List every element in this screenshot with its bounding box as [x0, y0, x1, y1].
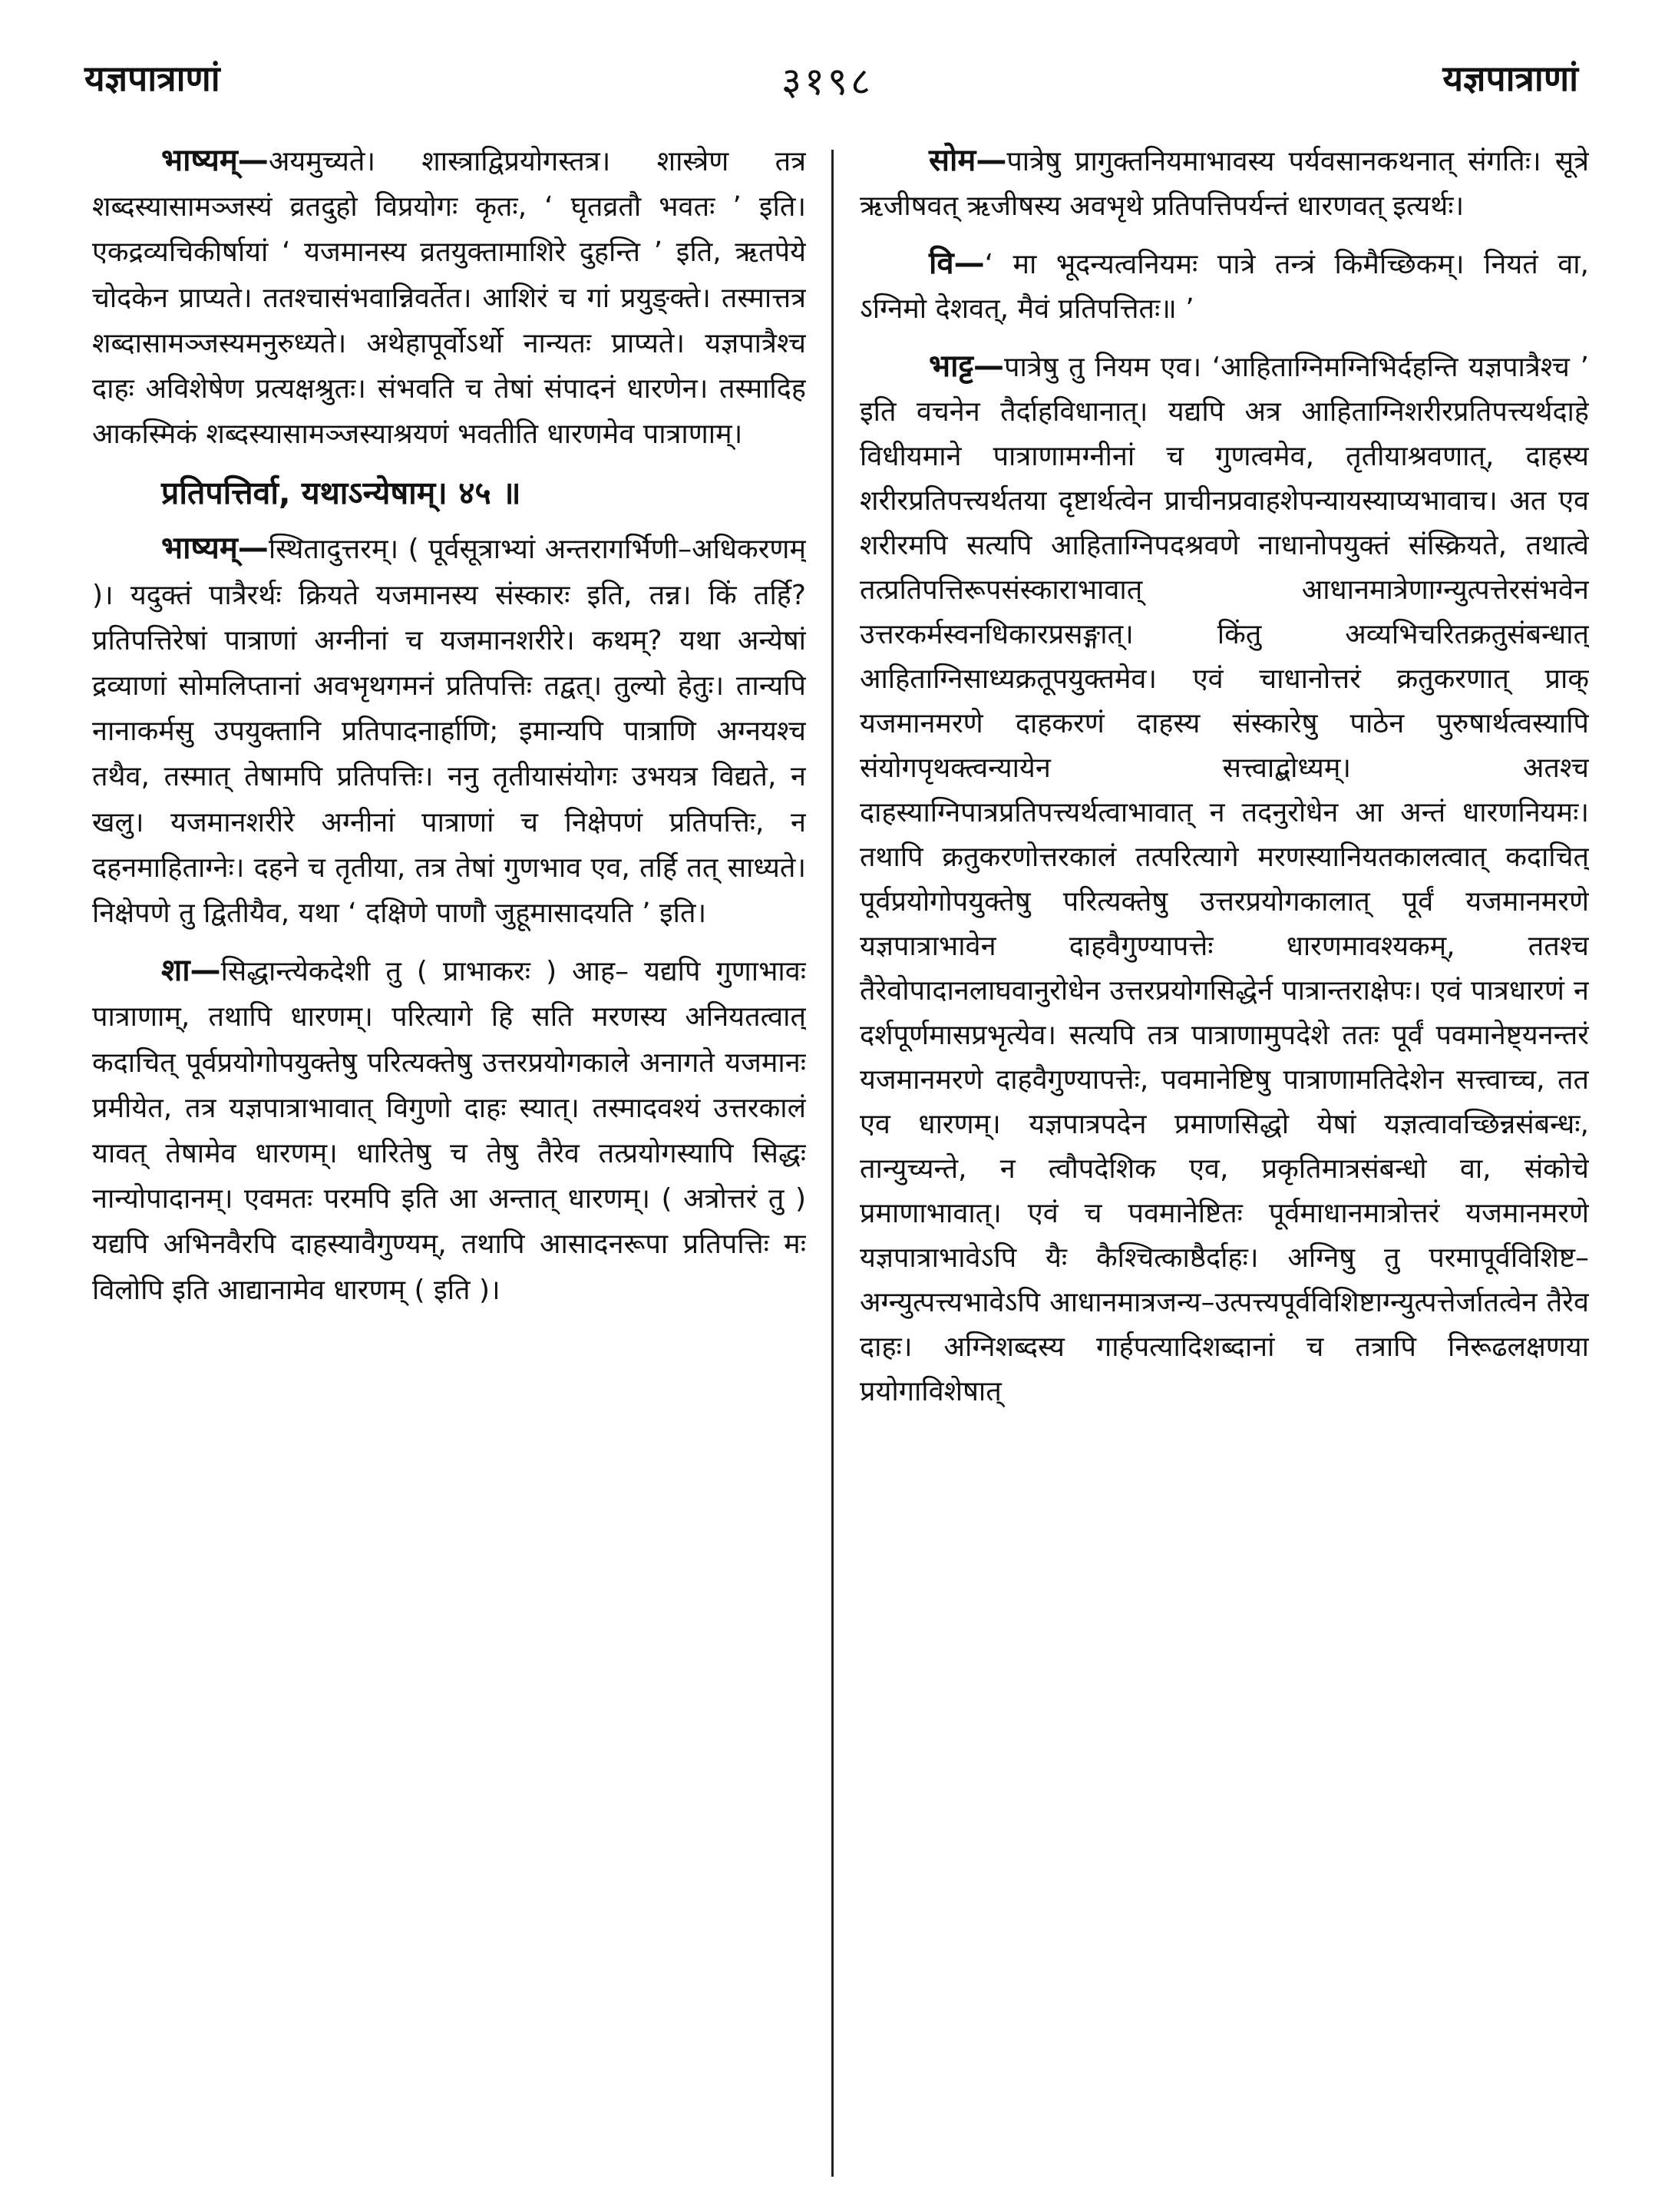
sutra-heading: प्रतिपत्तिर्वा, यथाऽन्येषाम्। ४५ ॥: [161, 474, 521, 512]
bhashya-text: अयमुच्यते। शास्त्राद्विप्रयोगस्तत्र। शास्त्रेण तत्र शब्दस्यासामञ्जस्यं व्रतदुहो विप्रयोगः कृतः, ‘ घृतव्रतौ भवतः ’ इति। एकद्रव्यचिकीर्षायां ‘ यजमानस्य व्रतयुक्तामाशिरे दुहन्ति ’ इति, ऋतपेये चोदकेन प्राप्यते। ततश्चासंभवान्निवर्तेत। आशिरं च गां प्रयुङ्क्ते। तस्मात्तत्र शब्दासामञ्जस्यमनुरुध्यते। अथेहापूर्वोऽर्थो नान्यतः प्राप्यते। यज्ञपात्रैश्च दाहः अविशेषेण प्रत्यक्षश्रुतः। संभवति च तेषां संपादनं धारणेन। तस्मादिह आकस्मिकं शब्दस्यासामञ्जस्याश्रयणं भवतीति धारणमेव पात्राणाम्।: [92, 146, 806, 451]
bhatta-paragraph: [860, 344, 1589, 1414]
vi-text: ‘ मा भूदन्यत्वनियमः पात्रे तन्त्रं किमैच्छिकम्। नियतं वा, ऽग्निमो देशवत्, मैवं प्रतिपत्तितः॥ ’: [860, 249, 1589, 325]
running-head-left: यज्ञपात्राणां: [84, 58, 220, 99]
soma-text: पात्रेषु प्रागुक्तनियमाभावस्य पर्यवसानकथनात् संगतिः। सूत्रे ऋजीषवत् ऋजीषस्य अवभृथे प्रतिपत्तिपर्यन्तं धारणवत् इत्यर्थः।: [860, 146, 1589, 222]
bhashya-paragraph: [92, 138, 806, 457]
shastra-paragraph: [92, 948, 806, 1313]
bhashya-label-2: भाष्यम्—: [161, 531, 269, 567]
bhatta-text: पात्रेषु तु नियम एव। ‘आहिताग्निमग्निभिर्दहन्ति यज्ञपात्रैश्च ’ इति वचनेन तैर्दाहविधानात्। यद्यपि अत्र आहिताग्निशरीरप्रतिपत्त्यर्थदाहे विधीयमाने पात्राणामग्नीनां च गुणत्वमेव, तृतीयाश्रवणात्, दाहस्य शरीरप्रतिपत्त्यर्थतया दृष्टार्थत्वेन प्राचीनप्रवाहशेपन्यायस्याप्यभावाच। अत एव शरीरमपि सत्यपि आहिताग्निपदश्रवणे नाधानोपयुक्तं संस्क्रियते, तथात्वे तत्प्रतिपत्तिरूपसंस्काराभावात् आधानमात्रेणाग्न्युत्पत्तेरसंभवेन उत्तरकर्मस्वनधिकारप्रसङ्गात्। किंतु अव्यभिचरितक्रतुसंबन्धात् आहिताग्निसाध्यक्रतूपयुक्तमेव। एवं चाधानोत्तरं क्रतुकरणात् प्राक् यजमानमरणे दाहकरणं दाहस्य संस्कारेषु पाठेन पुरुषार्थत्वस्यापि संयोगपृथक्त्वन्यायेन सत्त्वाद्बोध्यम्। अतश्च दाहस्याग्निपात्रप्रतिपत्त्यर्थत्वाभावात् न तदनुरोधेन आ अन्तं धारणनियमः। तथापि क्रतुकरणोत्तरकालं तत्परित्यागे मरणस्यानियतकालत्वात् कदाचित् पूर्वप्रयोगोपयुक्तेषु परित्यक्तेषु उत्तरप्रयोगकालात् पूर्वं यजमानमरणे यज्ञपात्राभावेन दाहवैगुण्यापत्तेः धारणमावश्यकम्, ततश्च तैरेवोपादानलाघवानुरोधेन उत्तरप्रयोगसिद्धेर्न पात्रान्तराक्षेपः। एवं पात्रधारणं न दर्शपूर्णमासप्रभृत्येव। सत्यपि तत्र पात्राणामुपदेशे ततः पूर्वं पवमानेष्ट्यनन्तरं यजमानमरणे दाहवैगुण्यापत्तेः, पवमानेष्टिषु पात्राणामतिदेशेन सत्त्वाच्च, तत एव धारणम्। यज्ञपात्रपदेन प्रमाणसिद्धो येषां यज्ञत्वावच्छिन्नसंबन्धः, तान्युच्यन्ते, न त्वौपदेशिक एव, प्रकृतिमात्रसंबन्धो वा, संकोचे प्रमाणाभावात्। एवं च पवमानेष्टितः पूर्वमाधानमात्रोत्तरं यजमानमरणे यज्ञपात्राभावेऽपि यैः कैश्चित्काष्ठैर्दाहः। अग्निषु तु परमापूर्वविशिष्ट–अग्न्युत्पत्त्यभावेऽपि आधानमात्रजन्य–उत्पत्त्यपूर्वविशिष्टाग्न्युत्पत्तेर्जातत्वेन तैरेव दाहः। अग्निशब्दस्य गार्हपत्यादिशब्दानां च तत्रापि निरूढलक्षणया प्रयोगाविशेषात्: [860, 352, 1589, 1407]
column-divider: [831, 150, 834, 2177]
bhashya-paragraph-2: [92, 526, 806, 936]
bhashya-label: भाष्यम्—: [161, 143, 269, 178]
soma-paragraph: [860, 138, 1589, 229]
page-header: [77, 54, 1578, 123]
bhatta-label: भाट्ट—: [929, 349, 1005, 384]
right-column: [860, 138, 1589, 2165]
shastra-label: शा—: [161, 953, 221, 989]
running-head-right: यज्ञपात्राणां: [1442, 58, 1578, 99]
shastra-text: सिद्धान्त्येकदेशी तु ( प्राभाकरः ) आह– यद्यपि गुणाभावः पात्राणाम्, तथापि धारणम्। परित्यागे हि सति मरणस्य अनियतत्वात् कदाचित् पूर्वप्रयोगोपयुक्तेषु परित्यक्तेषु उत्तरप्रयोगकाले अनागते यजमानः प्रमीयेत, तत्र यज्ञपात्राभावात् विगुणो दाहः स्यात्। तस्मादवश्यं उत्तरकालं यावत् तेषामेव धारणम्। धारितेषु च तेषु तैरेव तत्प्रयोगस्यापि सिद्धः नान्योपादानम्। एवमतः परमपि इति आ अन्तात् धारणम्। ( अत्रोत्तरं तु ) यद्यपि अभिनवैरपि दाहस्यावैगुण्यम्, तथापि आसादनरूपा प्रतिपत्तिः मः विलोपि इति आद्यानामेव धारणम् ( इति )।: [92, 956, 806, 1306]
soma-label: सोम—: [929, 143, 1007, 178]
bhashya-text-2: स्थितादुत्तरम्। ( पूर्वसूत्राभ्यां अन्तरागर्भिणी–अधिकरणम् )। यदुक्तं पात्रैरर्थः क्रियते यजमानस्य संस्कारः इति, तन्न। किं तर्हि? प्रतिपत्तिरेषां पात्राणां अग्नीनां च यजमानशरीरे। कथम्? यथा अन्येषां द्रव्याणां सोमलिप्तानां अवभृथगमनं प्रतिपत्तिः तद्वत्। तुल्यो हेतुः। तान्यपि नानाकर्मसु उपयुक्तानि प्रतिपादनार्हाणि; इमान्यपि पात्राणि अग्नयश्च तथैव, तस्मात् तेषामपि प्रतिपत्तिः। ननु तृतीयासंयोगः उभयत्र विद्यते, न खलु। यजमानशरीरे अग्नीनां पात्राणां च निक्षेपणं प्रतिपत्तिः, न दहनमाहिताग्नेः। दहने च तृतीया, तत्र तेषां गुणभाव एव, तर्हि तत् साध्यते। निक्षेपणे तु द्वितीयैव, यथा ‘ दक्षिणे पाणौ जुहूमासादयति ’ इति।: [92, 534, 806, 930]
vi-label: वि—: [929, 246, 985, 281]
page-number: ३१९८: [781, 59, 874, 104]
left-column: [92, 138, 806, 2165]
vi-paragraph: [860, 241, 1589, 332]
